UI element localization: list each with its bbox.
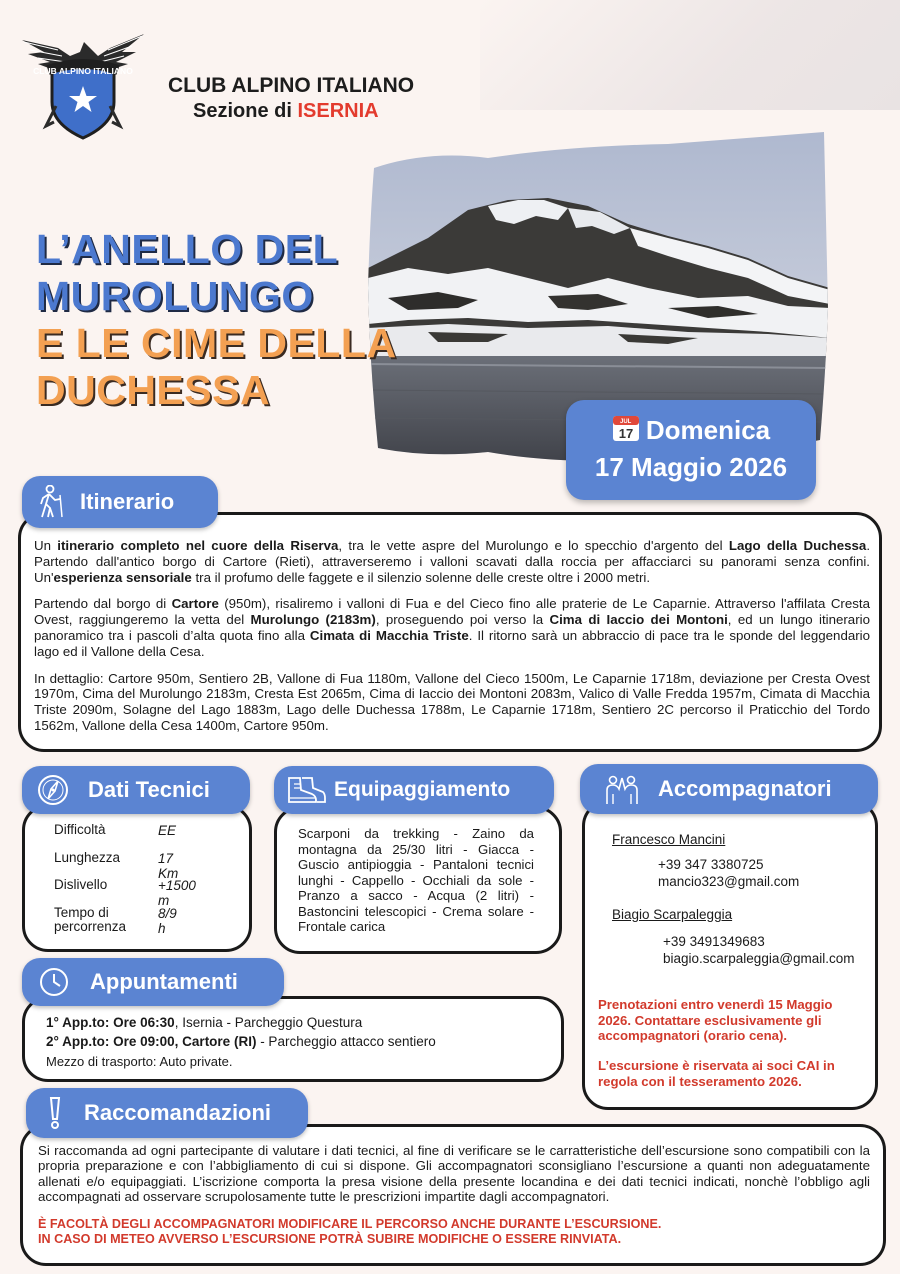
clock-icon xyxy=(38,966,70,998)
title-line-1: L’ANELLO DEL xyxy=(36,226,339,272)
warning-meteo: IN CASO DI METEO AVVERSO L’ESCURSIONE POTRÀ SUBIRE MODIFICHE O ESSERE RINVIATA. xyxy=(38,1232,622,1246)
appuntamenti-label: Appuntamenti xyxy=(90,969,238,994)
itinerario-label: Itinerario xyxy=(80,489,175,514)
date-full: 17 Maggio 2026 xyxy=(594,452,788,482)
raccomandazioni-text: Si raccomanda ad ogni partecipante di valutare i dati tecnici, al fine di verificare se le carratteristiche dell’escursione sono compatibili con la propria preparazione e con l’abbigliamento di cui si dispone. Gli accompagnatori sconsigliano l’escursione a quanti non adeguatamente allenati e/o equipaggiati. L’iscrizione comporta la presa visione della presente locandina e dei dati tecnici indicati, nonchè l’obbligo agli accompagnati ad osservare scrupolosamente tutte le prescrizioni impartite dagli accompagnatori. xyxy=(38,1143,870,1204)
appuntamenti-header xyxy=(22,958,284,1006)
section-name: Sezione di ISERNIA xyxy=(193,100,379,122)
date-day-name: Domenica xyxy=(645,415,771,445)
title-line-4: DUCHESSA xyxy=(36,367,271,413)
equipaggiamento-label: Equipaggiamento xyxy=(334,778,511,801)
svg-text:17: 17 xyxy=(618,426,634,441)
hiker-icon xyxy=(36,485,66,519)
accompagnatore-1-phone[interactable]: +39 347 3380725 xyxy=(658,857,764,872)
appuntamento-2: 2° App.to: Ore 09:00, Cartore (RI) - Parcheggio attacco sentiero xyxy=(46,1034,436,1049)
accompagnatore-2-phone[interactable]: +39 3491349683 xyxy=(663,934,765,949)
date-badge xyxy=(566,400,816,500)
itinerario-paragraph-2: Partendo dal borgo di Cartore (950m), risaliremo i valloni di Fua e del Cieco fino alle praterie de Le Caparnie. Attraverso l'affilata Cresta Ovest, raggiungeremo la vetta del Murolungo (2183m), proseguendo poi verso la Cima di Iaccio dei Montoni, ed un lungo itinerario panoramico tra i pascoli d’alta quota fino alla Cimata di Macchia Triste. Il ritorno sarà un abbraccio di pace tra le sponde del leggendario lago ed il Vallone della Cesa. xyxy=(34,596,871,659)
raccomandazioni-label: Raccomandazioni xyxy=(84,1100,272,1125)
club-title: CLUB ALPINO ITALIANO xyxy=(168,74,415,97)
event-title xyxy=(36,226,397,414)
boots-icon xyxy=(286,774,326,806)
title-line-2: MUROLUNGO xyxy=(36,273,314,319)
accompagnatore-1-email[interactable]: mancio323@gmail.com xyxy=(658,874,800,889)
itinerario-paragraph-1: Un itinerario completo nel cuore della Riserva, tra le vette aspre del Murolungo e lo specchio d'argento del Lago della Duchessa. Partendo dall'antico borgo di Cartore (Rieti), attraverseremo i valloni scavati dalla roccia per affacciarci su panorami senza confini. Un'esperienza sensoriale tra il profumo delle faggete e il silenzio solenne delle creste oltre i 2000 metri. xyxy=(34,538,871,585)
accompagnatore-2-email[interactable]: biagio.scarpaleggia@gmail.com xyxy=(663,951,855,966)
mezzo-trasporto: Mezzo di trasporto: Auto private. xyxy=(46,1054,233,1069)
accompagnatore-2-name: Biagio Scarpaleggia xyxy=(612,907,733,922)
itinerario-text xyxy=(34,538,870,745)
dati-tecnici-header xyxy=(22,766,250,814)
header-background xyxy=(480,0,900,110)
warning-percorso: È FACOLTÀ DEGLI ACCOMPAGNATORI MODIFICARE IL PERCORSO ANCHE DURANTE L’ESCURSIONE. xyxy=(38,1217,662,1231)
title-line-3: E LE CIME DELLA xyxy=(36,320,397,366)
dati-tecnici-label: Dati Tecnici xyxy=(88,777,210,802)
logo-text: CLUB ALPINO ITALIANO xyxy=(33,66,133,76)
accompagnatori-header xyxy=(580,764,878,814)
appuntamento-1: 1° App.to: Ore 06:30, Isernia - Parcheggio Questura xyxy=(46,1015,363,1030)
cai-eagle-logo xyxy=(18,22,148,144)
exclamation-icon xyxy=(46,1095,64,1131)
people-icon xyxy=(602,772,642,806)
calendar-icon xyxy=(612,414,640,442)
raccomandazioni-header xyxy=(26,1088,308,1138)
compass-icon xyxy=(36,773,70,807)
soci-cai-note: L’escursione è riservata ai soci CAI in regola con il tesseramento 2026. xyxy=(598,1058,835,1089)
svg-text:JUL: JUL xyxy=(619,419,632,425)
accompagnatori-label: Accompagnatori xyxy=(658,776,832,801)
prenotazioni-note: Prenotazioni entro venerdì 15 Maggio 2026. Contattare esclusivamente gli accompagnatori (orario cena). xyxy=(598,997,833,1043)
equipaggiamento-text: Scarponi da trekking - Zaino da montagna da 25/30 litri - Giacca - Guscio antipioggia - Pantaloni tecnici lunghi - Cappello - Occhiali da sole - Pranzo a sacco - Acqua (2 litri) - Bastoncini telescopici - Crema solare - Frontale carica xyxy=(298,826,534,934)
itinerario-paragraph-3: In dettaglio: Cartore 950m, Sentiero 2B, Vallone di Fua 1180m, Vallone del Cieco 1500m, Le Caparnie 1718m, deviazione per Cresta Ovest 1970m, Cima del Murolungo 2183m, Cresta Est 2065m, Cima di Iaccio dei Montoni 2083m, Valico di Valle Fredda 1957m, Cimata di Macchia Triste 2090m, Solagne del Lago 1883m, Lago delle Duchessa 1788m, Le Caparnie 1718m, Sentiero 2C percorso il Praticchio del Tordo 1562m, Vallone della Cesa 1400m, Cartore 950m. xyxy=(34,670,870,733)
equipaggiamento-header xyxy=(274,766,554,814)
itinerario-header xyxy=(22,476,218,528)
accompagnatore-1-name: Francesco Mancini xyxy=(612,832,726,847)
